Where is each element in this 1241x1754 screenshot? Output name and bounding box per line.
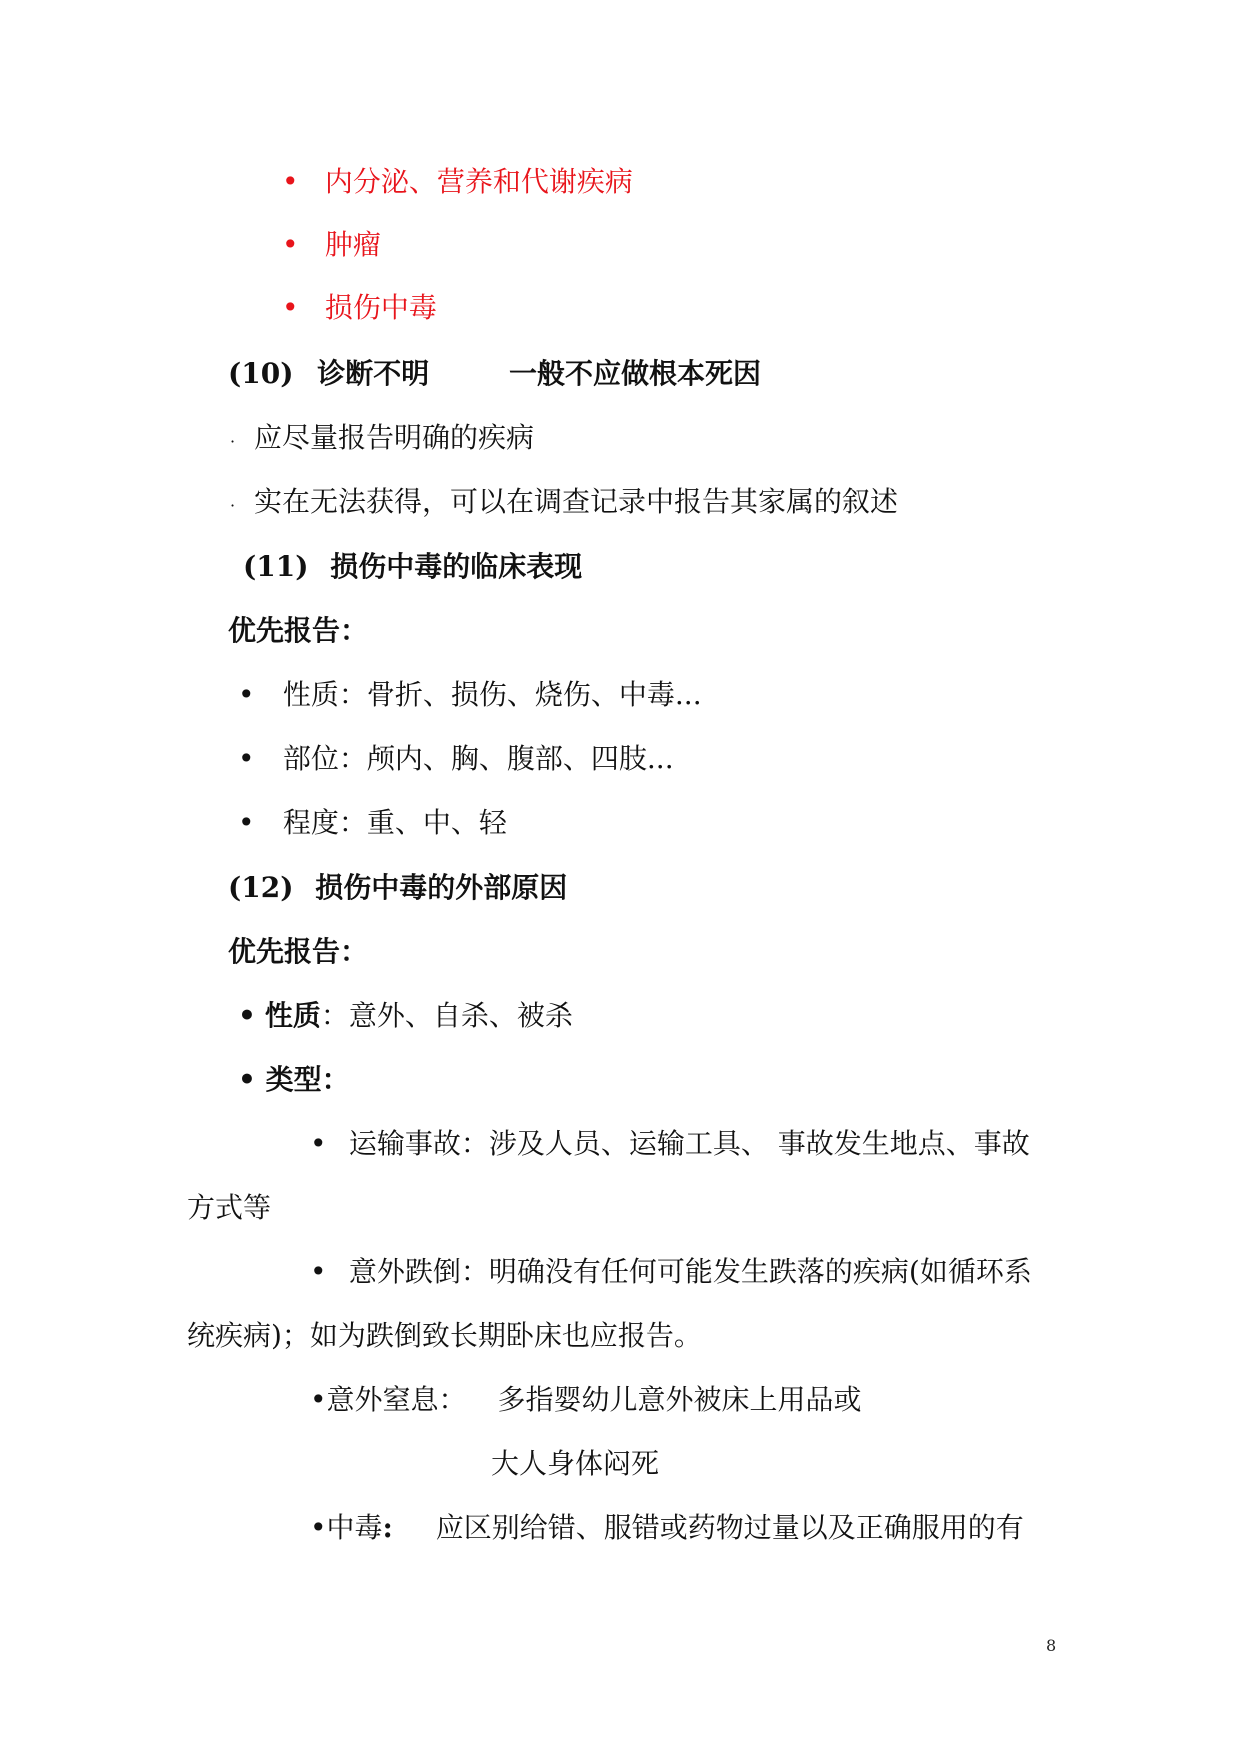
list-item: · 实在无法获得，可以在调查记录中报告其家属的叙述 xyxy=(230,485,899,518)
bullet-icon: • xyxy=(238,742,255,775)
bullet-icon: • xyxy=(310,1511,327,1544)
paragraph-continuation: 统疾病)；如为跌倒致长期卧床也应报告。 xyxy=(187,1319,702,1352)
paragraph-continuation: 方式等 xyxy=(187,1191,272,1224)
bullet-icon: • xyxy=(282,291,299,324)
bullet-icon: • xyxy=(310,1127,327,1160)
bullet-icon: • xyxy=(238,806,255,839)
list-item: • 损伤中毒 xyxy=(282,288,437,328)
bullet-icon: • xyxy=(282,228,299,261)
list-item: • 程度：重、中、轻 xyxy=(238,803,507,843)
bullet-icon: · xyxy=(230,432,236,451)
list-item: • 内分泌、营养和代谢疾病 xyxy=(282,162,633,202)
section-heading-11: (11) 损伤中毒的临床表现 xyxy=(243,550,583,583)
section-heading-12: (12) 损伤中毒的外部原因 xyxy=(228,871,568,904)
section-heading-10: (10) 诊断不明 一般不应做根本死因 xyxy=(228,357,761,390)
list-item: • 肿瘤 xyxy=(282,225,381,265)
list-item-suffocation: •意外窒息： 多指婴幼儿意外被床上用品或 xyxy=(310,1383,862,1416)
bullet-icon: • xyxy=(282,165,299,198)
list-item: • 部位：颅内、胸、腹部、四肢... xyxy=(238,739,674,779)
priority-label: 优先报告： xyxy=(228,935,369,968)
paragraph-continuation: 大人身体闷死 xyxy=(491,1447,660,1480)
priority-label: 优先报告： xyxy=(228,614,369,647)
list-item: · 应尽量报告明确的疾病 xyxy=(230,421,535,454)
bullet-icon: • xyxy=(238,1063,256,1096)
bullet-icon: • xyxy=(310,1255,327,1288)
list-item-fall: • 意外跌倒：明确没有任何可能发生跌落的疾病(如循环系 xyxy=(310,1252,1032,1292)
page-number: 8 xyxy=(1046,1636,1057,1655)
list-item-poison: •中毒: 应区别给错、服错或药物过量以及正确服用的有 xyxy=(310,1511,1024,1544)
list-item-nature: • 性质：意外、自杀、被杀 xyxy=(238,999,573,1032)
list-item: • 性质：骨折、损伤、烧伤、中毒... xyxy=(238,675,702,715)
list-item-type: • 类型： xyxy=(238,1063,350,1096)
list-item-transport: • 运输事故：涉及人员、运输工具、 事故发生地点、事故 xyxy=(310,1124,1030,1164)
bullet-icon: · xyxy=(230,496,236,515)
bullet-icon: • xyxy=(310,1383,327,1416)
bullet-icon: • xyxy=(238,678,255,711)
bullet-icon: • xyxy=(238,999,256,1032)
